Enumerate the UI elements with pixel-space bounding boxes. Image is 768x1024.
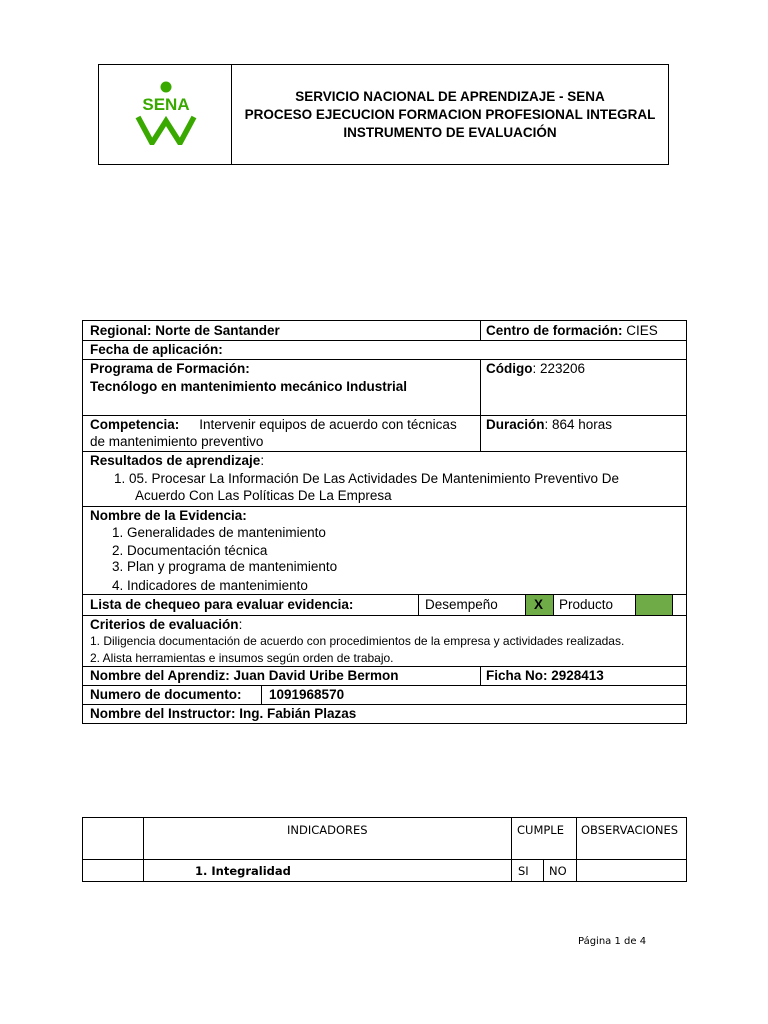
indicadores-table xyxy=(82,817,687,882)
producto-checkbox[interactable] xyxy=(636,595,672,615)
resultados-aprendizaje: Resultados de aprendizaje: xyxy=(90,453,265,468)
programa-label: Programa de Formación: xyxy=(90,361,250,376)
fecha-aplicacion: Fecha de aplicación: xyxy=(90,342,223,357)
header-line-3: INSTRUMENTO DE EVALUACIÓN xyxy=(343,124,557,140)
desempeno-mark: X xyxy=(534,597,544,612)
ficha: Ficha No: 2928413 xyxy=(486,668,604,683)
criterio-2: 2. Alista herramientas e insumos según orden de trabajo. xyxy=(90,651,394,665)
cumple-no[interactable]: NO xyxy=(549,864,567,878)
cumple-si[interactable]: SI xyxy=(518,864,529,878)
duracion: Duración: 864 horas xyxy=(486,417,613,432)
info-table xyxy=(82,320,687,724)
documento-label: Numero de documento: xyxy=(90,687,242,702)
documento-value: 1091968570 xyxy=(269,687,345,702)
competencia-line-2: de mantenimiento preventivo xyxy=(90,434,264,449)
evidencia-item: 3. Plan y programa de mantenimiento xyxy=(112,559,338,574)
evidencia-label: Nombre de la Evidencia: xyxy=(90,508,247,523)
header-observaciones: OBSERVACIONES xyxy=(581,823,679,837)
checklist-label: Lista de chequeo para evaluar evidencia: xyxy=(90,597,354,612)
indicador-row-label: 1. Integralidad xyxy=(195,864,291,878)
sena-logo xyxy=(132,81,200,145)
producto-label: Producto xyxy=(559,597,614,612)
header-line-2: PROCESO EJECUCION FORMACION PROFESIONAL INTEGRAL xyxy=(244,106,656,122)
criterios-label: Criterios de evaluación: xyxy=(90,617,243,632)
evidencia-item: 1. Generalidades de mantenimiento xyxy=(112,525,326,540)
aprendiz: Nombre del Aprendiz: Juan David Uribe Bermon xyxy=(90,668,399,683)
header-indicadores: INDICADORES xyxy=(287,823,368,837)
document-header xyxy=(98,64,669,165)
instructor: Nombre del Instructor: Ing. Fabián Plazas xyxy=(90,706,357,721)
logo-text: SENA xyxy=(142,95,190,114)
evidencia-item: 4. Indicadores de mantenimiento xyxy=(112,578,308,593)
logo-cell xyxy=(99,65,232,164)
evidencia-item: 2. Documentación técnica xyxy=(112,543,268,558)
desempeno-label: Desempeño xyxy=(425,597,498,612)
codigo: Código: 223206 xyxy=(486,361,586,376)
programa-value: Tecnólogo en mantenimiento mecánico Industrial xyxy=(90,379,408,394)
regional-label: Regional: Norte de Santander xyxy=(90,323,280,338)
page-number: Página 1 de 4 xyxy=(578,936,647,947)
criterio-1: 1. Diligencia documentación de acuerdo con procedimientos de la empresa y actividades realizadas. xyxy=(90,634,625,648)
resultado-line-2: Acuerdo Con Las Políticas De La Empresa xyxy=(135,488,392,503)
competencia: Competencia: Intervenir equipos de acuerdo con técnicas xyxy=(90,417,457,432)
resultado-line-1: 1. 05. Procesar La Información De Las Actividades De Mantenimiento Preventivo De xyxy=(114,471,620,486)
header-title-block xyxy=(232,65,668,164)
centro-formacion: Centro de formación: CIES xyxy=(486,323,658,338)
header-cumple: CUMPLE xyxy=(517,823,564,837)
header-line-1: SERVICIO NACIONAL DE APRENDIZAJE - SENA xyxy=(295,88,605,104)
